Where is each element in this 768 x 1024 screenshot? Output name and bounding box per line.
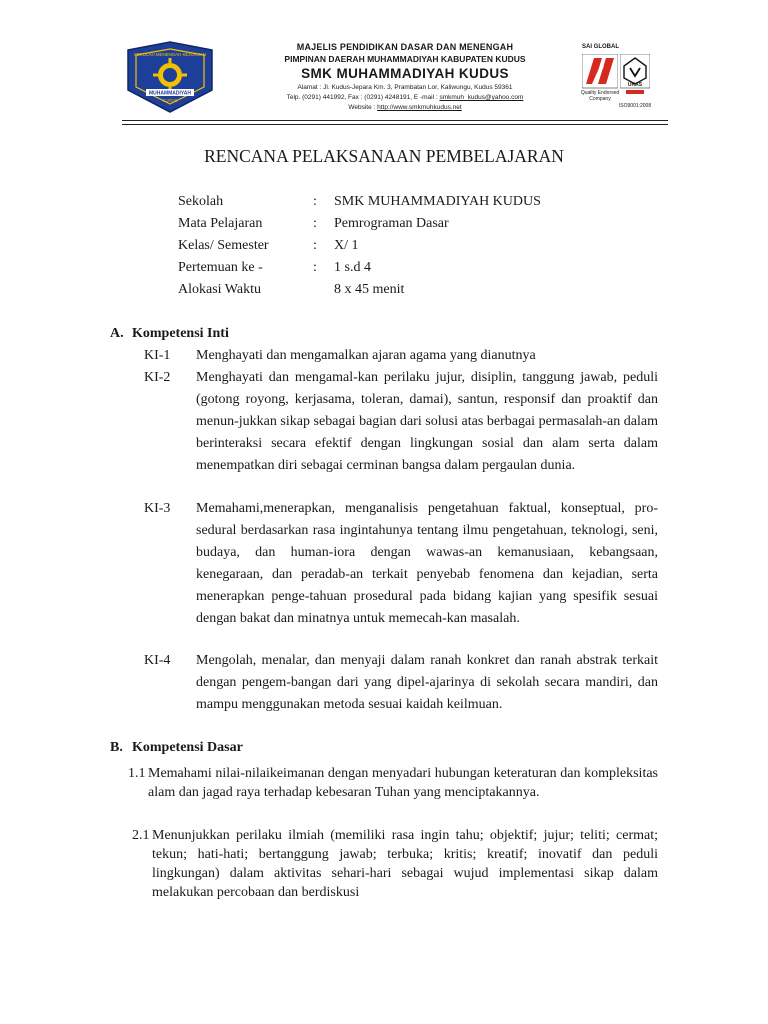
section-letter: B. [110, 740, 123, 755]
logo-text-city: KUDUS [162, 98, 178, 103]
letterhead-address: Alamat : Jl. Kudus-Jepara Km. 3, Prambatan Lor, Kaliwungu, Kudus 59361 [297, 84, 513, 91]
section-title: Kompetensi Dasar [132, 740, 243, 755]
section-b-heading [110, 740, 243, 756]
ki-code: KI-2 [144, 370, 171, 385]
cert-iso-text: ISO9001:2008 [618, 103, 652, 109]
kd-code: 1.1 [128, 766, 146, 781]
letterhead-email[interactable]: smkmuh_kudus@yahoo.com [439, 94, 524, 101]
info-label: Mata Pelajaran [178, 216, 263, 231]
ki-item [144, 650, 658, 716]
ki-item [144, 498, 658, 630]
cert-qs-text: Quality Endorsed Company [580, 90, 620, 102]
info-value: Pemrograman Dasar [334, 216, 449, 231]
logo-text-top: SEKOLAH MENENGAH KEJURUAN [133, 52, 207, 57]
letterhead-website-line [240, 104, 570, 111]
info-value: 1 s.d 4 [334, 260, 371, 275]
kd-code: 2.1 [132, 828, 150, 843]
ukas-icon [620, 54, 650, 98]
info-colon: : [313, 260, 317, 275]
ki-text: Menghayati dan mengamal-kan perilaku jujur, disiplin, tanggung jawab, peduli (gotong royong, kerjasama, toleran, damai), santun, responsif dan proaktif dan menun-jukkan sikap sebagai bagian dari solusi atas berbagai permasalah-an dalam berinteraksi secara efektif dengan lingkungan sosial dan alam serta dalam menempatkan diri sebagai cerminan bangsa dalam pergaulan dunia. [196, 370, 658, 473]
ki-item [144, 345, 658, 367]
letterhead-website[interactable]: http://www.smkmuhkudus.net [377, 104, 462, 111]
info-value: SMK MUHAMMADIYAH KUDUS [334, 194, 541, 209]
section-a-heading [110, 326, 229, 342]
info-label: Sekolah [178, 194, 224, 209]
info-colon: : [313, 216, 317, 231]
school-logo-icon [124, 40, 216, 114]
ki-item [144, 367, 658, 477]
letterhead-website-label: Website : [348, 104, 376, 111]
info-colon: : [313, 238, 317, 253]
ki-code: KI-4 [144, 653, 171, 668]
ki-text: Mengolah, menalar, dan menyaji dalam ranah konkret dan ranah abstrak terkait dengan pengem-bangan dari yang dipel-ajarinya di sekolah secara mandiri, dan mampu menggunakan metoda sesuai kaidah keilmuan. [196, 653, 658, 712]
kd-item [128, 764, 658, 802]
info-value: X/ 1 [334, 238, 359, 253]
section-title: Kompetensi Inti [132, 326, 229, 341]
letterhead-phone: Telp. (0291) 441992, Fax : (0291) 4248191, E -mail : [286, 94, 438, 101]
cert-label: SAI GLOBAL [582, 44, 619, 50]
ki-text: Memahami,menerapkan, menganalisis pengetahuan faktual, konseptual, pro-sedural berdasarkan rasa ingintahunya tentang ilmu pengetahuan, teknologi, seni, budaya, dan human-iora dengan wawas-an kemanusiaan, kebangsaan, kenegaraan, dan peradab-an terkait penyebab fenomena dan kejadian, serta menerapkan penge-tahuan prosedural pada bidang kajian yang spesifik sesuai dengan bakat dan minatnya untuk memecah-kan masalah. [196, 501, 658, 626]
info-label: Kelas/ Semester [178, 238, 269, 253]
ki-text: Menghayati dan mengamalkan ajaran agama yang dianutnya [196, 348, 536, 363]
info-colon: : [313, 194, 317, 209]
info-label: Alokasi Waktu [178, 282, 261, 297]
letterhead-divider-thin [122, 124, 668, 125]
letterhead-line-1: MAJELIS PENDIDIKAN DASAR DAN MENENGAH [296, 42, 514, 52]
kd-text: Menunjukkan perilaku ilmiah (memiliki rasa ingin tahu; objektif; jujur; teliti; cermat; tekun; hati-hati; bertanggung jawab; terbuka; kritis; kreatif; inovatif dan peduli lingkungan) dalam aktivitas sehari-hari sebagai wujud implementasi sikap dalam melakukan percobaan dan berdiskusi [152, 828, 658, 900]
section-letter: A. [110, 326, 124, 341]
ki-code: KI-3 [144, 501, 171, 516]
kd-item [132, 826, 658, 902]
cert-ukas-text: UKAS [627, 82, 643, 88]
letterhead-divider [122, 120, 668, 121]
kd-text: Memahami nilai-nilaikeimanan dengan menyadari hubungan keteraturan dan kompleksitas alam dan jagad raya terhadap kebesaran Tuhan yang menciptakannya. [148, 766, 658, 800]
ki-code: KI-1 [144, 348, 171, 363]
logo-text-bottom: MUHAMMADIYAH [148, 90, 192, 97]
info-value: 8 x 45 menit [334, 282, 405, 297]
info-label: Pertemuan ke - [178, 260, 263, 275]
letterhead-line-2: PIMPINAN DAERAH MUHAMMADIYAH KABUPATEN KUDUS [284, 54, 526, 64]
letterhead-contact [240, 94, 570, 101]
letterhead-school-name: SMK MUHAMMADIYAH KUDUS [301, 66, 509, 81]
page-title: RENCANA PELAKSANAAN PEMBELAJARAN [204, 146, 564, 166]
